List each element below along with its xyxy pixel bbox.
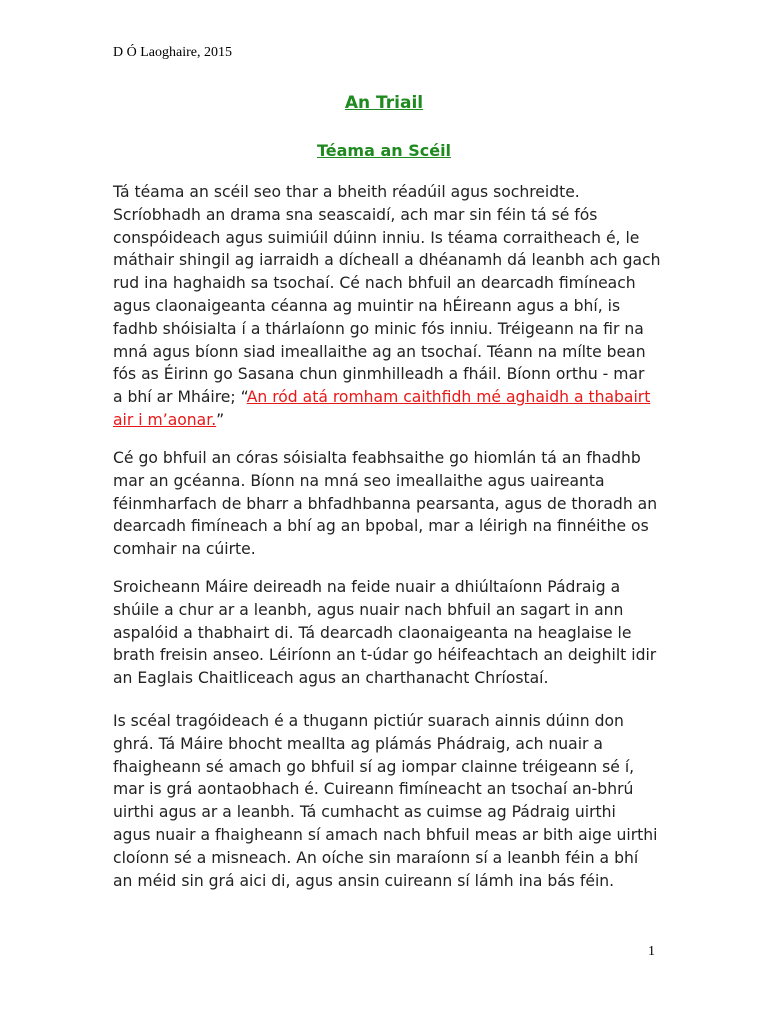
paragraph-4 [113, 710, 673, 892]
paragraph-line: Is scéal tragóideach é a thugann pictiúr suarach ainnis dúinn don [113, 712, 624, 730]
quote-text: air i m’aonar. [113, 410, 217, 429]
paragraph-line: conspóideach agus suimiúil dúinn inniu. Is téama corraitheach é, le [113, 228, 640, 247]
quote-intro-text: a bhí ar Mháire; “ [113, 388, 247, 407]
paragraph-line: cloíonn sé a misneach. An oíche sin maraíonn sí a leanbh féin a bhí [113, 848, 639, 867]
page-subtitle: Téama an Scéil [316, 141, 452, 160]
paragraph-line: rud ina haghaidh sa tsochaí. Cé nach bhfuil an dearcadh fimíneach [113, 274, 636, 293]
paragraph-line: fadhb shóisialta í a thárlaíonn go minic fós inniu. Tréigeann na fir na [113, 319, 644, 338]
paragraph-1 [113, 181, 673, 432]
page-number: 1 [648, 944, 655, 959]
paragraph-line: mar an gcéanna. Bíonn na mná seo imeallaithe agus uaireanta [113, 471, 605, 490]
paragraph-line: agus nuair a fhaigheann sí amach nach bhfuil meas ar bith aige uirthi [113, 825, 658, 844]
paragraph-line: an méid sin grá aici di, agus ansin cuireann sí lámh ina bás féin. [113, 871, 615, 890]
paragraph-line: mar is grá aontaobhach é. Cuireann fimíneacht an tsochaí an-bhrú [113, 780, 634, 799]
paragraph-line: Cé go bhfuil an córas sóisialta feabhsaithe go hiomlán tá an fhadhb [113, 449, 641, 467]
paragraph-line: fós as Éirinn go Sasana chun ginmhilleadh a fháil. Bíonn orthu - mar [113, 365, 645, 384]
paragraph-line: shúile a chur ar a leanbh, agus nuair nach bhfuil an sagart in ann [113, 600, 624, 619]
quote-text: An ród atá romham caithfidh mé aghaidh a thabairt [246, 388, 651, 407]
quote-line [113, 409, 673, 432]
paragraph-line: féinmharfach de bharr a bhfadhbanna pearsanta, agus de thoradh an [113, 494, 658, 513]
paragraph-line: máthair shingil ag iarraidh a dícheall a dhéanamh dá leanbh ach gach [113, 251, 661, 270]
paragraph-line: aspalóid a thabhairt di. Tá dearcadh claonaigeanta na heaglaise le [113, 623, 632, 642]
paragraph-line: an Eaglais Chaitliceach agus an charthanacht Chríostaí. [113, 669, 549, 688]
paragraph-line: agus claonaigeanta céanna ag muintir na hÉireann agus a bhí, is [113, 296, 621, 315]
quote-line [113, 386, 673, 409]
paragraph-line: Scríobhadh an drama sna seascaidí, ach mar sin féin tá sé fós [113, 205, 598, 224]
paragraph-line: comhair na cúirte. [113, 540, 256, 559]
paragraph-line: brath freisin anseo. Léiríonn an t-údar go héifeachtach an deighilt idir [113, 646, 657, 665]
paragraph-line: Sroicheann Máire deireadh na feide nuair a dhiúltaíonn Pádraig a [113, 578, 621, 596]
page-title: An Triail [344, 93, 424, 113]
paragraph-line: uirthi agus ar a leanbh. Tá cumhacht as cuimse ag Pádraig uirthi [113, 803, 616, 822]
author-header: D Ó Laoghaire, 2015 [113, 45, 232, 60]
paragraph-line: dearcadh fimíneach a bhí ag an bpobal, mar a léirigh na finnéithe os [113, 517, 649, 536]
paragraph-line: ghrá. Tá Máire bhocht meallta ag plámás Phádraig, ach nuair a [113, 734, 603, 753]
paragraph-2 [113, 447, 673, 561]
paragraph-line: mná agus bíonn siad imeallaithe ag an tsochaí. Téann na mílte bean [113, 342, 646, 361]
quote-close-mark: ” [216, 410, 225, 429]
paragraph-line: Tá téama an scéil seo thar a bheith réadúil agus sochreidte. [113, 183, 580, 201]
paragraph-line: fhaigheann sé amach go bhfuil sí ag iompar clainne tréigeann sé í, [113, 757, 635, 776]
paragraph-3 [113, 576, 673, 690]
